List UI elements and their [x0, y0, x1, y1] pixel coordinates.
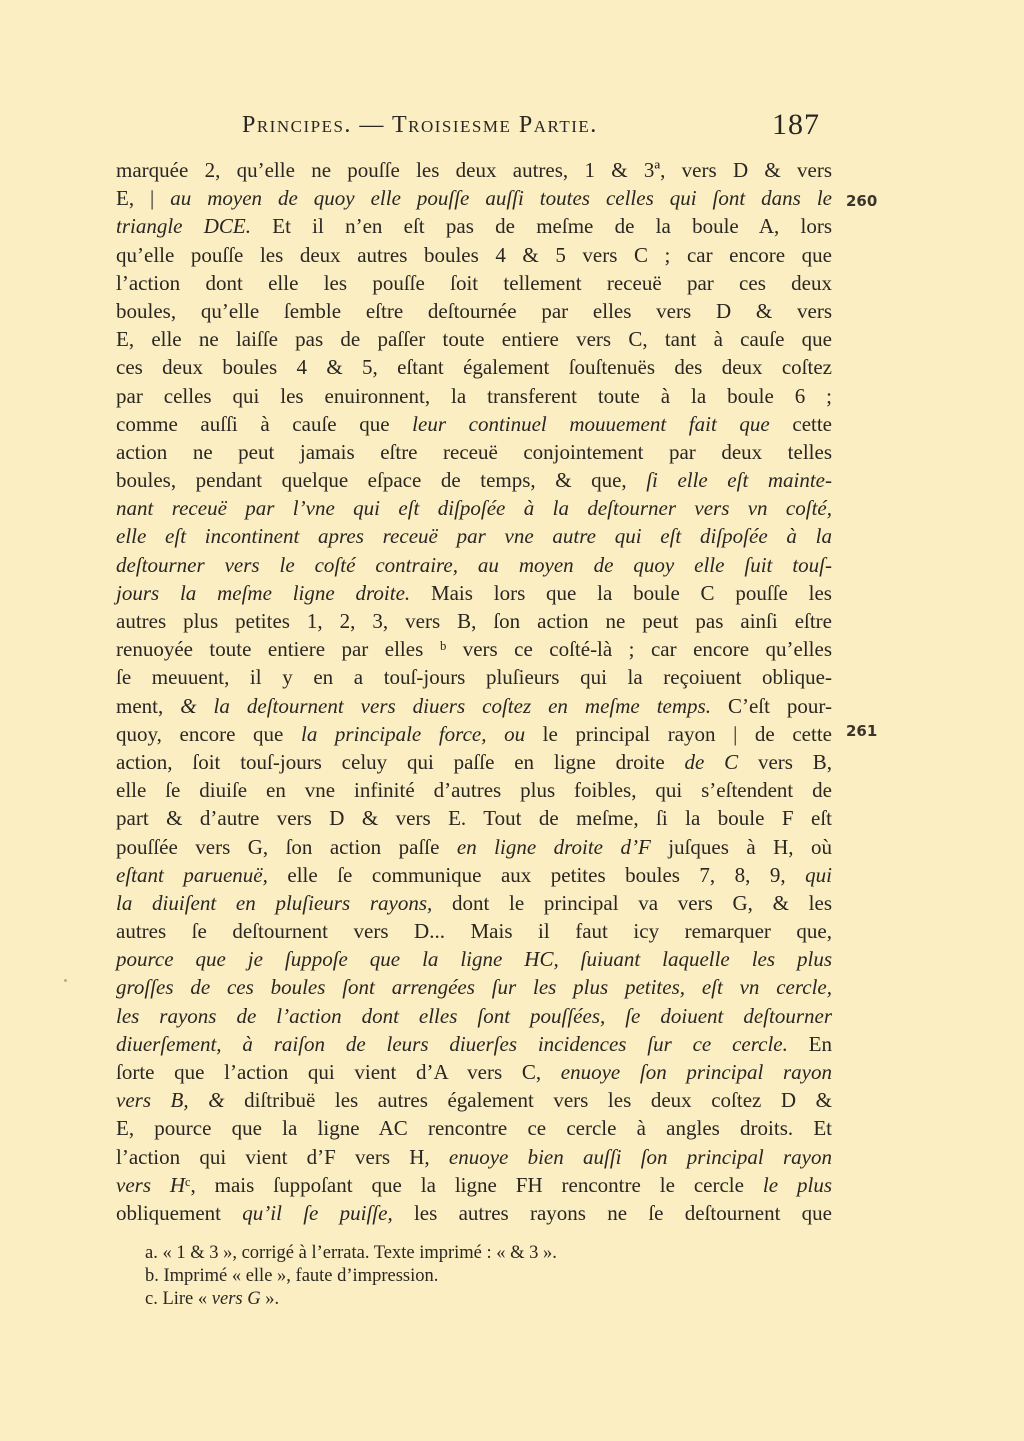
italic-text: la diuiſent en pluſieurs rayons,	[116, 890, 433, 915]
text-line	[116, 382, 832, 410]
text: En	[787, 1031, 832, 1056]
text: cette	[769, 411, 832, 436]
page-number: 187	[772, 108, 820, 141]
italic-text: groſſes de ces boules ſont arrengées ſur les plus petites, eſt vn cercle,	[116, 975, 832, 1000]
text: E, pource que la ligne AC rencontre ce cercle à angles droits. Et	[116, 1116, 832, 1141]
text: ment,	[116, 693, 181, 718]
text-line	[116, 945, 832, 973]
text-line	[116, 973, 832, 1001]
text-line	[116, 748, 832, 776]
text: ».	[260, 1289, 280, 1309]
text: C’eſt pour-	[710, 693, 832, 718]
italic-text: qu’il ſe puiſſe,	[242, 1200, 393, 1225]
italic-text: elle eſt incontinent apres receuë par vne autre qui eſt diſpoſée à la	[116, 524, 832, 549]
text: ᶜ, mais ſuppoſant que la ligne FH rencontre le cercle	[185, 1172, 763, 1197]
text: action, ſoit touſ-jours celuy qui paſſe en ligne droite	[116, 749, 685, 774]
margin-dot	[64, 979, 67, 982]
italic-text: ſi elle eſt mainte-	[646, 468, 832, 493]
text: juſques à H, où	[650, 834, 833, 859]
italic-text: diuerſement, à raiſon de leurs diuerſes incidences ſur ce cercle.	[116, 1031, 788, 1056]
text: renuoyée toute entiere par elles ᵇ vers ce coſté-là ; car encore qu’elles	[116, 637, 832, 662]
footnote	[145, 1288, 745, 1311]
italic-text: deſtourner vers le coſté contraire, au moyen de quoy elle ſuit touſ-	[116, 552, 832, 577]
italic-text: enuoye ſon principal rayon	[560, 1060, 832, 1084]
italic-text: les rayons de l’action dont elles ſont pouſſées, ſe doiuent deſtourner	[116, 1003, 832, 1028]
text-line	[116, 551, 832, 579]
text-line	[116, 494, 832, 522]
italic-text: au moyen de quoy elle pouſſe auſſi toutes celles qui ſont dans le	[170, 186, 832, 211]
text: elle ſe communique aux petites boules 7, 8, 9,	[267, 862, 806, 887]
text: l’action qui vient d’F vers H,	[116, 1144, 449, 1169]
text-line	[116, 410, 832, 438]
text: pouſſée vers G, ſon action paſſe	[116, 834, 457, 859]
text: E, |	[116, 186, 171, 211]
text-line	[116, 184, 832, 212]
text-line	[116, 522, 832, 550]
text: diſtribuë les autres également vers les deux coſtez D &	[224, 1088, 832, 1113]
text-line	[116, 804, 832, 832]
text: boules, qu’elle ſemble eſtre deſtournée par elles vers D & vers	[116, 298, 832, 323]
text: vers B,	[738, 749, 833, 774]
text-line	[116, 241, 832, 269]
running-title: Principes. — Troisiesme Partie.	[242, 112, 598, 138]
text-line	[116, 1114, 832, 1142]
italic-text: en ligne droite d’F	[456, 834, 651, 859]
italic-text: leur continuel mouuement fait que	[412, 411, 770, 436]
text: b. Imprimé « elle », faute d’impression.	[145, 1266, 439, 1286]
text-line	[116, 353, 832, 381]
italic-text: eſtant paruenuë,	[116, 862, 268, 887]
text: autres plus petites 1, 2, 3, vers B, ſon action ne peut pas ainſi eſtre	[116, 609, 832, 633]
text-line	[116, 1002, 832, 1030]
text: Et il n’en eſt pas de meſme de la boule A, lors	[251, 214, 832, 239]
text-line	[116, 1143, 832, 1171]
text: boules, pendant quelque eſpace de temps, & que,	[116, 468, 647, 493]
text: part & d’autre vers D & vers E. Tout de meſme, ſi la boule F eſt	[116, 806, 832, 831]
text-line	[116, 635, 832, 663]
margin-reference-260: 260	[846, 192, 878, 210]
text-line	[116, 212, 832, 240]
text-line	[116, 438, 832, 466]
italic-text: vers B, &	[116, 1088, 225, 1113]
running-head	[242, 108, 822, 144]
text-line	[116, 776, 832, 804]
italic-text: vers G	[211, 1289, 261, 1309]
text-line	[116, 917, 832, 945]
footnotes	[145, 1242, 745, 1311]
text-line	[116, 269, 832, 297]
margin-reference-261: 261	[846, 722, 878, 740]
text-line	[116, 1030, 832, 1058]
footnote	[145, 1242, 745, 1265]
italic-text: vers H	[116, 1172, 186, 1197]
text-line	[116, 1171, 832, 1199]
text-line	[116, 861, 832, 889]
italic-text: le plus	[762, 1172, 832, 1197]
text: comme auſſi à cauſe que	[116, 411, 413, 436]
text-line	[116, 466, 832, 494]
text-line	[116, 156, 832, 184]
text: l’action dont elle les pouſſe ſoit tellement receuë par ces deux	[116, 270, 832, 295]
text: quoy, encore que	[116, 721, 301, 746]
text: Mais lors que la boule C pouſſe les	[410, 580, 832, 605]
body-text	[116, 156, 832, 1227]
text: E, elle ne laiſſe pas de paſſer toute entiere vers C, tant à cauſe que	[116, 327, 832, 352]
italic-text: triangle DCE.	[116, 214, 251, 239]
text: c. Lire «	[145, 1289, 212, 1309]
text-line	[116, 297, 832, 325]
italic-text: enuoye bien auſſi ſon principal rayon	[448, 1144, 832, 1169]
text: ſe meuuent, il y en a touſ-jours pluſieurs qui la reçoiuent oblique-	[116, 665, 832, 690]
text: le principal rayon | de cette	[525, 721, 832, 746]
text-line	[116, 1058, 832, 1086]
text-line	[116, 1086, 832, 1114]
text-line	[116, 720, 832, 748]
text-line	[116, 325, 832, 353]
text-line	[116, 1199, 832, 1227]
text: ces deux boules 4 & 5, eſtant également ſouſtenuës des deux coſtez	[116, 355, 832, 380]
text-line	[116, 889, 832, 917]
text: action ne peut jamais eſtre receuë conjointement par deux telles	[116, 439, 832, 464]
text-line	[116, 833, 832, 861]
text: les autres rayons ne ſe deſtournent que	[392, 1200, 832, 1225]
text: qu’elle pouſſe les deux autres boules 4 & 5 vers C ; car encore que	[116, 242, 832, 267]
text: ſorte que l’action qui vient d’A vers C,	[116, 1060, 561, 1084]
text: par celles qui les enuironnent, la transferent toute à la boule 6 ;	[116, 383, 832, 408]
italic-text: & la deſtournent vers diuers coſtez en meſme temps.	[180, 693, 711, 718]
text: autres ſe deſtournent vers D... Mais il faut icy remarquer que,	[116, 919, 832, 944]
text-line	[116, 692, 832, 720]
text: elle ſe diuiſe en vne infinité d’autres plus foibles, qui s’eſtendent de	[116, 778, 832, 803]
italic-text: qui	[805, 862, 833, 887]
text-line	[116, 663, 832, 691]
text: marquée 2, qu’elle ne pouſſe les deux autres, 1 & 3ª, vers D & vers	[116, 158, 832, 182]
text: obliquement	[116, 1200, 243, 1225]
footnote	[145, 1265, 745, 1288]
italic-text: jours la meſme ligne droite.	[116, 580, 411, 605]
text-line	[116, 579, 832, 607]
italic-text: nant receuë par l’vne qui eſt diſpoſée à la deſtourner vers vn coſté,	[116, 496, 832, 521]
italic-text: de C	[684, 749, 739, 774]
italic-text: la principale force, ou	[300, 721, 526, 746]
text-line	[116, 607, 832, 635]
text: dont le principal va vers G, & les	[432, 890, 832, 915]
italic-text: pource que je ſuppoſe que la ligne HC, ſuiuant laquelle les plus	[116, 947, 832, 972]
text: a. « 1 & 3 », corrigé à l’errata. Texte imprimé : « & 3 ».	[145, 1243, 557, 1263]
